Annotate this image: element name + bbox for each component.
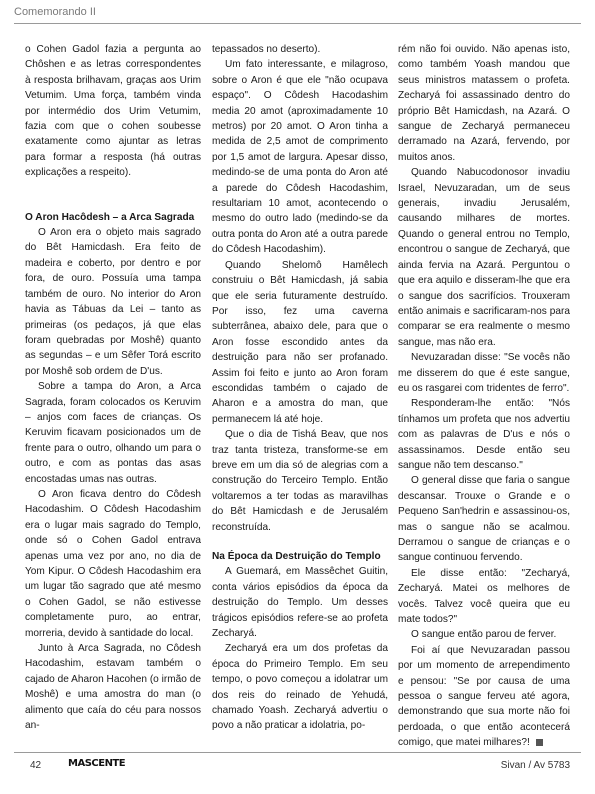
paragraph: Responderam-lhe então: "Nós tínhamos um profeta que nos advertiu com as palavras de D'us e nós o assassinamos. Desde então seu sangue não tem descanso." (398, 398, 570, 471)
paragraph: O Aron era o objeto mais sagrado do Bêt Hamicdash. Era feito de madeira e coberto, por dentro e por fora, de ouro. Possuía uma tampa também de ouro. No interior do Aron havia as Tábuas da Lei – tanto as primeiras (os pedaços, já que elas foram quebradas por Moshê) quanto as segundas – e um Sêfer Torá escrito por Moshê sob ordem de D'us. (25, 227, 201, 377)
paragraph: tepassados no deserto). (212, 44, 321, 55)
paragraph-final (398, 643, 570, 751)
paragraph: O general disse que faria o sangue descansar. Trouxe o Grande e o Pequeno San'hedrin e assassinou-os, mas o sangue não se acalmou. Derramou o sangue de crianças e o sangue continuou fervendo. (398, 475, 570, 564)
text-column-3 (398, 42, 570, 749)
paragraph: Um fato interessante, e milagroso, sobre o Aron é que ele "não ocupava espaço". O Côdesh Hacodashim media 20 amot (aproximadamente 10 metros) por 20 amot. O Aron tinha a medida de 2,5 amot de comprimento por 1,5 amot de largura. Apesar disso, medindo-se de uma ponta do Aron até a parede do Côdesh Hacodashim, resultariam 10 amot, acontecendo o mesmo do outro lado (medindo-se da outra ponta do Aron até a outra parede do Côdesh Hacodashim). (212, 59, 388, 256)
text-column-2 (212, 42, 388, 732)
issue-label: Sivan / Av 5783 (500, 760, 570, 771)
section-heading: Na Época da Destruição do Templo (212, 551, 381, 562)
header-divider (14, 23, 581, 24)
text-column-1 (25, 42, 201, 732)
paragraph: O Aron ficava dentro do Côdesh Hacodashim. O Côdesh Hacodashim era o lugar mais sagrado do Templo, onde só o Cohen Gadol entrava apenas uma vez por ano, no dia de Yom Kipur. O Côdesh Hacodashim era um lugar tão sagrado que até mesmo o Cohen Gadol, se não estivesse completamente puro, ao entrar, morreria, devido à santidade do local. (25, 488, 201, 639)
paragraph: Que o dia de Tishá Beav, que nos traz tanta tristeza, transforme-se em breve em um dia só de alegrias com a construção do Terceiro Templo. Então voltaremos a ter todas as maravilhas do Bêt Hamicdash e de Jerusalém reconstruída. (212, 429, 388, 533)
paragraph: Zecharyá era um dos profetas da época do Primeiro Templo. Em seu tempo, o povo começou a idolatrar um dos reis do reinado de Yehudá, chamado Yoash. Zecharyá advertiu o povo a não praticar a idolatria, po- (212, 643, 388, 732)
paragraph: Sobre a tampa do Aron, a Arca Sagrada, foram colocados os Keruvim – anjos com faces de crianças. Os Keruvim ficavam posicionados um de frente para o outro, olhando um para o outro, e com as pontas das asas encostadas umas nas outras. (25, 381, 201, 485)
section-heading: O Aron Hacôdesh – a Arca Sagrada (25, 211, 195, 223)
paragraph: rém não foi ouvido. Não apenas isto, como também Yoash mandou que seus ministros matassem o profeta. Zecharyá foi assassinado dentro do próprio Bêt Hamicdash, na Azará. O sangue de Zecharyá permaneceu derramado na Azará, fervendo, por muitos anos. (398, 44, 570, 163)
paragraph: Ele disse então: "Zecharyá, Zecharyá. Matei os melhores de vocês. Talvez você queira que eu mate todos?" (398, 567, 570, 626)
page-number: 42 (30, 760, 42, 771)
paragraph: o Cohen Gadol fazia a pergunta ao Chôshen e as letras correspondentes à resposta brilhavam, graças aos Urim Vetumim. Uma força, também vinda por intermédio dos Urim Vetumim, fazia com que o cohen soubesse exatamente como ajuntar as letras para formar a resposta (há outras explicações a respeito). (25, 44, 201, 179)
paragraph: Quando Nabucodonosor invadiu Israel, Nevuzaradan, um de seus generais, invadiu Jerusalém, causando milhares de mortes. Quando o general entrou no Templo, encontrou o sangue de Zecharyá, que ainda fervia na Azará. Perguntou o que era aquilo e disseram-lhe que era o sangue dos sacrifícios. Trouxeram então animais e sacrificaram-nos para comparar se era realmente o mesmo sangue, mas não era. (398, 167, 570, 348)
paragraph: Junto à Arca Sagrada, no Côdesh Hacodashim, estavam também o cajado de Aharon Hacohen (o irmão de Moshê) e uma amostra do man (o alimento que caía do céu para nossos an- (25, 643, 201, 732)
paragraph: Quando Shelomô Hamêlech construiu o Bêt Hamicdash, já sabia que ele seria futuramente destruído. Por isso, fez uma caverna subterrânea, abaixo dele, para que o Aron fosse escondido antes da destruição para não ser profanado. Assim foi feito e junto ao Aron foram escondidas também o cajado de Aharon e a amostra do man, que permanecem lá até hoje. (212, 259, 388, 425)
paragraph: Nevuzaradan disse: "Se vocês não me disserem do que é este sangue, eu os rasgarei com tridentes de ferro". (398, 352, 570, 394)
paragraph-text: Foi aí que Nevuzaradan passou por um momento de arrependimento e pensou: "Se por causa de uma pessoa o sangue ferveu até agora, demonstrando que sua morte não foi perdoada, o que então acontecerá comigo, que matei milhares?! (398, 644, 570, 749)
paragraph: A Guemará, em Massêchet Guitin, conta vários episódios da época da destruição do Templo. Um desses trágicos episódios refere-se ao profeta Zecharyá. (212, 566, 388, 640)
magazine-logo: MASCENTE (68, 758, 126, 769)
end-of-article-mark (536, 739, 543, 746)
running-header: Comemorando II (14, 6, 96, 18)
paragraph: O sangue então parou de ferver. (411, 629, 557, 641)
footer-divider (14, 752, 581, 753)
